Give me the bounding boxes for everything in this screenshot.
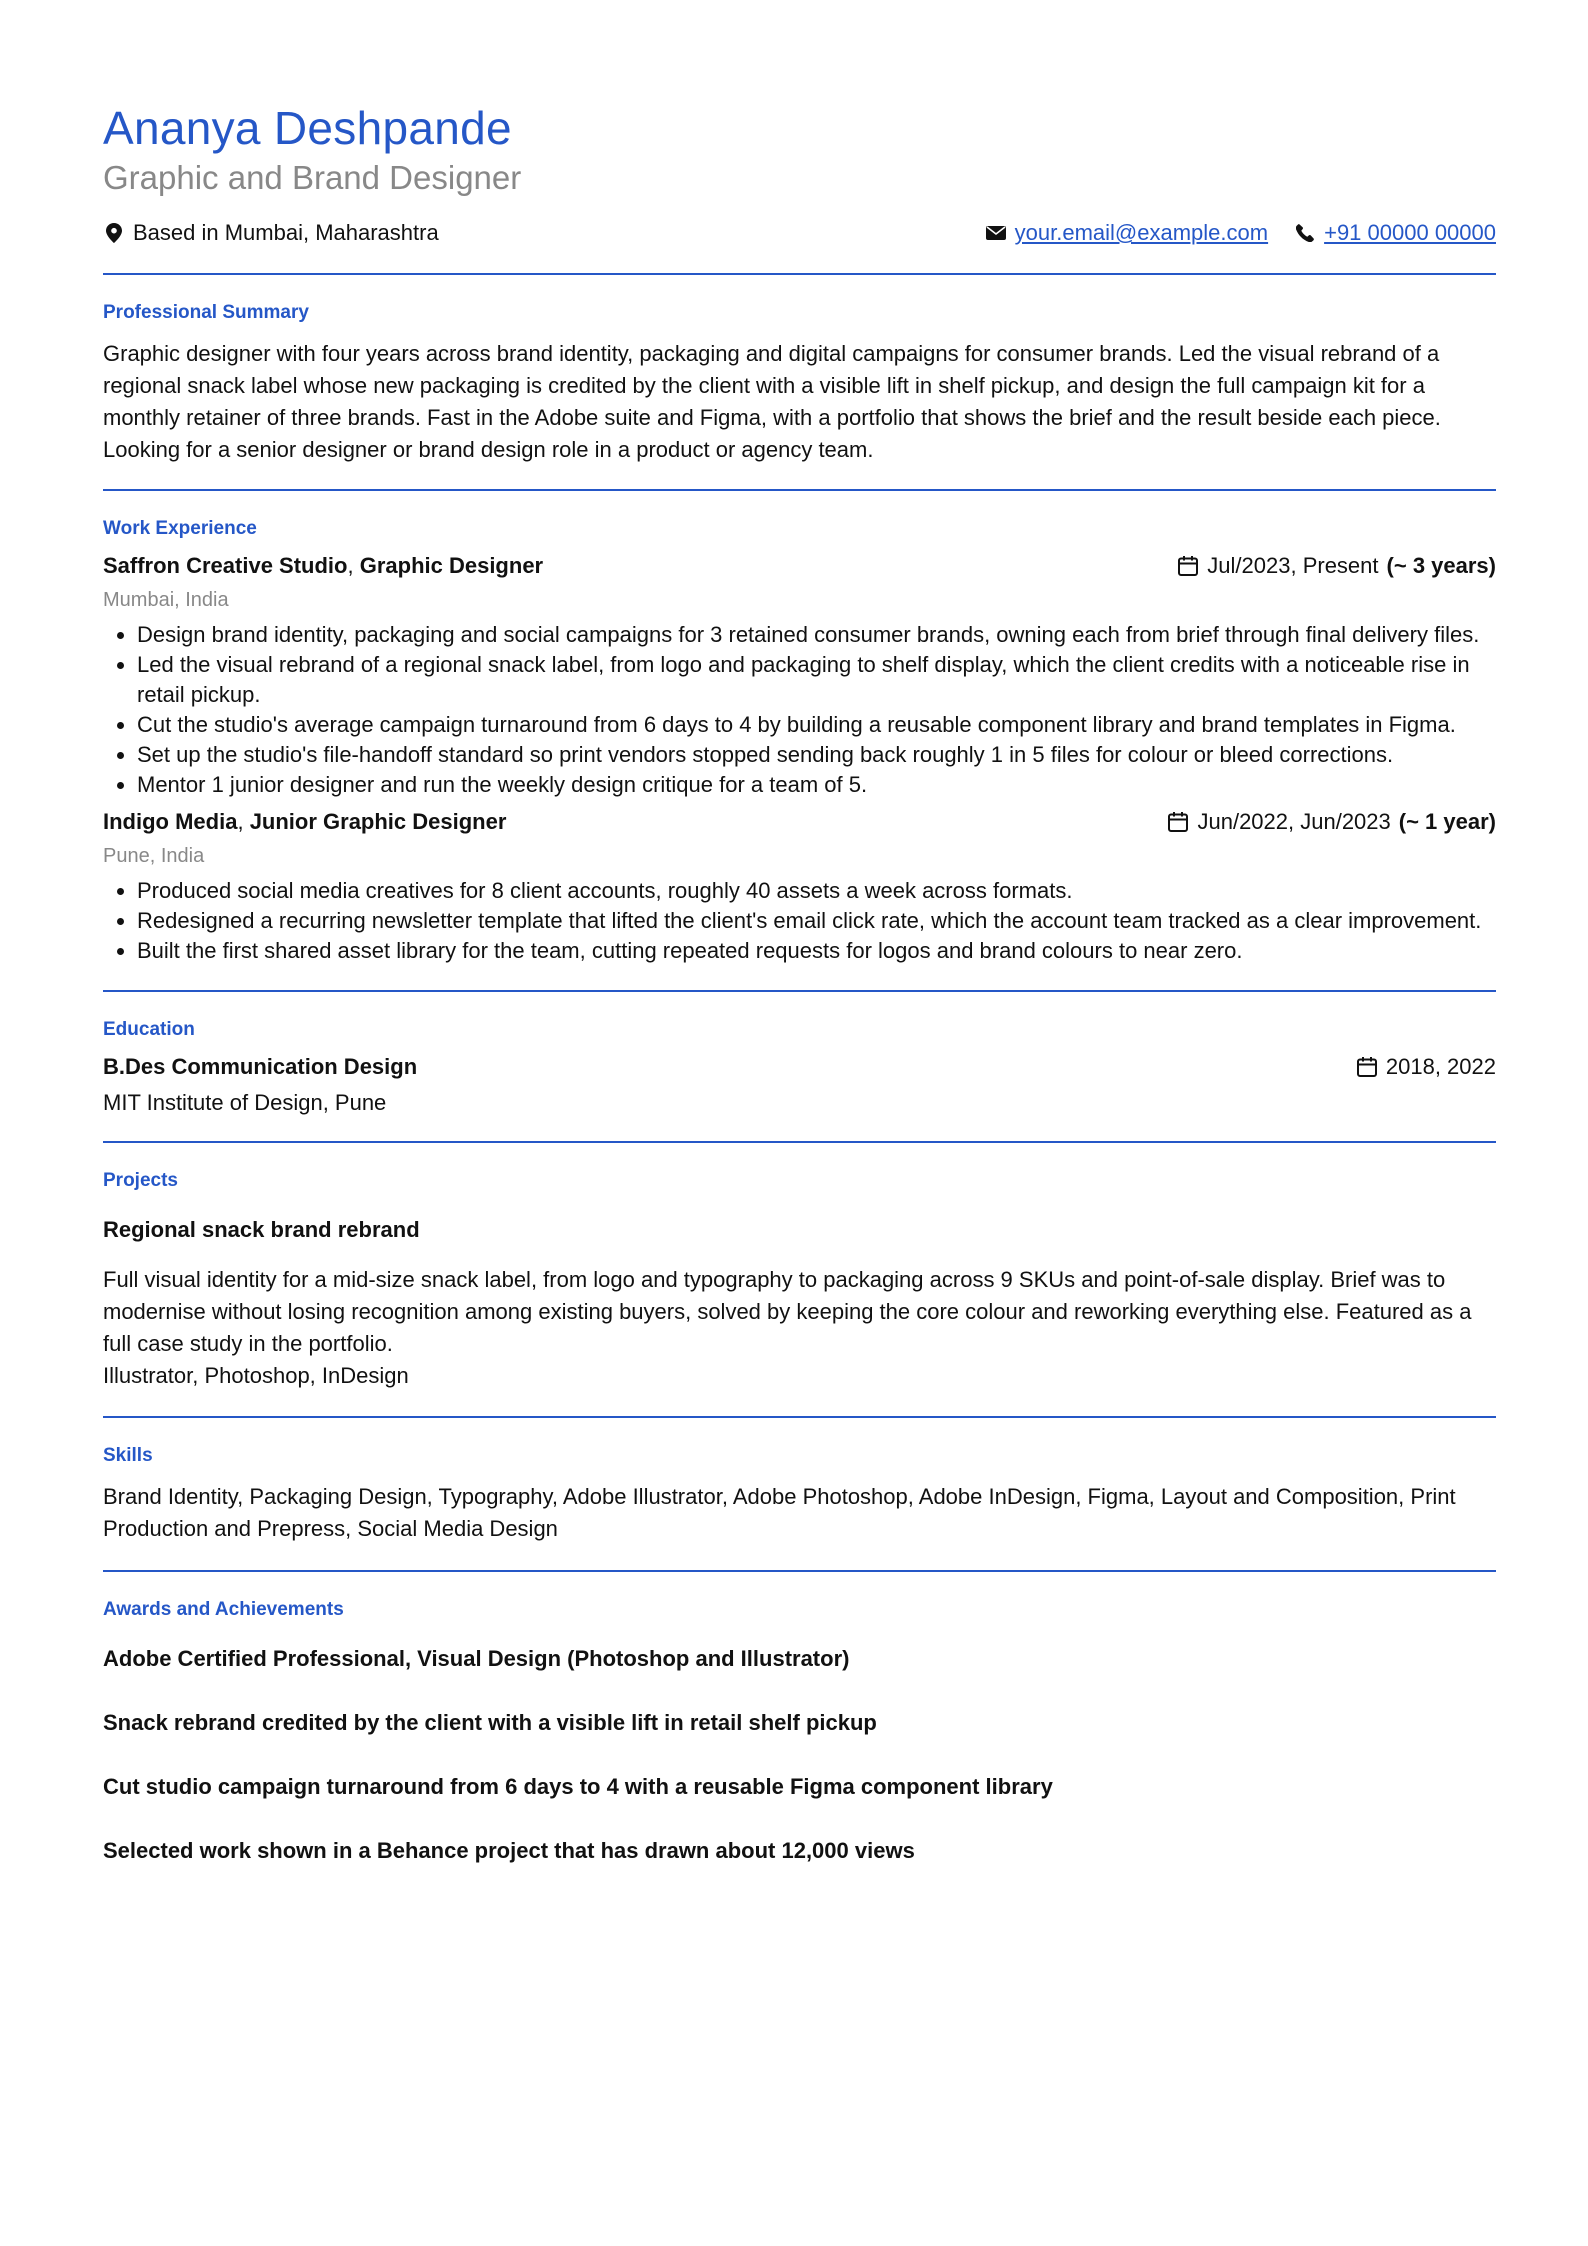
job-bullet: • Design brand identity, packaging and social campaigns for 3 retained consumer brands, owning each from brief through final delivery files. (137, 620, 1496, 650)
education-section (103, 1017, 1496, 1119)
education-header (103, 1051, 1496, 1083)
education-dates (1356, 1051, 1496, 1083)
project-name: Regional snack brand rebrand (103, 1217, 420, 1242)
summary-text: Graphic designer with four years across brand identity, packaging and digital campaigns for consumer brands. Led the visual rebrand of a regional snack label whose new packaging is credited by the client with a visible lift in shelf pickup, and design the full campaign kit for a monthly retainer of three brands. Fast in the Adobe suite and Figma, with a portfolio that shows the brief and the result beside each piece. Looking for a senior designer or brand design role in a product or agency team. (103, 341, 1441, 462)
location-text: Based in Mumbai, Maharashtra (133, 220, 439, 245)
job-title: Indigo Media, Junior Graphic Designer (103, 809, 507, 834)
calendar-icon (1356, 1056, 1378, 1078)
job-company: Indigo Media (103, 809, 238, 834)
job-company: Saffron Creative Studio (103, 553, 348, 578)
section-title-skills: Skills (103, 1445, 153, 1466)
project-description: Full visual identity for a mid-size snack label, from logo and typography to packaging across 9 SKUs and point-of-sale display. Brief was to modernise without losing recognition among existing buyers, solved by keeping the core colour and reworking everything else. Featured as a full case study in the portfolio. (103, 1267, 1472, 1356)
section-divider (103, 990, 1496, 992)
job-bullet: • Mentor 1 junior designer and run the weekly design critique for a team of 5. (137, 770, 1496, 800)
job-role: Junior Graphic Designer (249, 809, 507, 834)
awards-section (103, 1597, 1496, 1867)
job-location: Mumbai, India (103, 589, 229, 611)
phone-icon (1294, 222, 1316, 244)
section-title-summary: Professional Summary (103, 302, 309, 323)
location (103, 218, 439, 248)
education-school: MIT Institute of Design, Pune (103, 1090, 387, 1115)
experience-section (103, 516, 1496, 966)
projects-section (103, 1168, 1496, 1392)
section-title-awards: Awards and Achievements (103, 1599, 344, 1620)
job-date-range: Jun/2022, Jun/2023 (1197, 809, 1391, 834)
job-bullet: • Set up the studio's file-handoff standard so print vendors stopped sending back roughly 1 in 5 files for colour or bleed corrections. (137, 740, 1496, 770)
email-link[interactable]: your.email@example.com (1014, 220, 1269, 245)
candidate-title: Graphic and Brand Designer (103, 159, 522, 196)
job-header (103, 550, 1496, 582)
calendar-icon (1177, 555, 1199, 577)
job-dates (1167, 806, 1496, 838)
section-title-experience: Work Experience (103, 518, 257, 539)
job-title: Saffron Creative Studio, Graphic Designer (103, 553, 544, 578)
award-item: Cut studio campaign turnaround from 6 days to 4 with a reusable Figma component library (103, 1774, 1053, 1799)
map-pin-icon (103, 222, 125, 244)
section-divider (103, 1141, 1496, 1143)
section-divider (103, 1416, 1496, 1418)
calendar-icon (1167, 811, 1189, 833)
email-item (985, 218, 1268, 248)
contact-links (985, 218, 1496, 248)
job-dates (1177, 550, 1496, 582)
section-divider (103, 489, 1496, 491)
summary-section (103, 300, 1496, 466)
job-header (103, 806, 1496, 838)
job-entry (103, 550, 1496, 800)
job-date-range: Jul/2023, Present (1207, 553, 1379, 578)
envelope-icon (985, 222, 1007, 244)
project-tools: Illustrator, Photoshop, InDesign (103, 1363, 409, 1388)
skills-section (103, 1443, 1496, 1545)
skills-text: Brand Identity, Packaging Design, Typography, Adobe Illustrator, Adobe Photoshop, Adobe InDesign, Figma, Layout and Composition, Print Production and Prepress, Social Media Design (103, 1484, 1456, 1541)
award-item: Snack rebrand credited by the client with a visible lift in retail shelf pickup (103, 1710, 877, 1735)
candidate-name: Ananya Deshpande (103, 102, 512, 154)
job-bullets (103, 876, 1496, 966)
section-divider (103, 1570, 1496, 1572)
phone-link[interactable]: +91 00000 00000 (1324, 220, 1496, 245)
award-item: Adobe Certified Professional, Visual Design (Photoshop and Illustrator) (103, 1646, 850, 1671)
section-title-projects: Projects (103, 1170, 178, 1191)
education-degree: B.Des Communication Design (103, 1054, 418, 1079)
section-divider (103, 273, 1496, 275)
job-bullet: • Produced social media creatives for 8 client accounts, roughly 40 assets a week across formats. (137, 876, 1496, 906)
job-role: Graphic Designer (359, 553, 544, 578)
job-bullet: • Led the visual rebrand of a regional snack label, from logo and packaging to shelf display, which the client credits with a noticeable rise in retail pickup. (137, 650, 1496, 710)
phone-item (1294, 218, 1496, 248)
contact-row (103, 218, 1496, 248)
award-item: Selected work shown in a Behance project that has drawn about 12,000 views (103, 1838, 915, 1863)
job-duration: (~ 3 years) (1386, 553, 1496, 578)
job-bullets (103, 620, 1496, 800)
job-bullet: • Redesigned a recurring newsletter template that lifted the client's email click rate, which the account team tracked as a clear improvement. (137, 906, 1496, 936)
job-bullet: • Cut the studio's average campaign turnaround from 6 days to 4 by building a reusable component library and brand templates in Figma. (137, 710, 1496, 740)
job-duration: (~ 1 year) (1398, 809, 1496, 834)
job-location: Pune, India (103, 845, 205, 867)
job-entry (103, 806, 1496, 966)
section-title-education: Education (103, 1019, 195, 1040)
education-date-range: 2018, 2022 (1385, 1054, 1496, 1079)
job-bullet: • Built the first shared asset library for the team, cutting repeated requests for logos and brand colours to near zero. (137, 936, 1496, 966)
